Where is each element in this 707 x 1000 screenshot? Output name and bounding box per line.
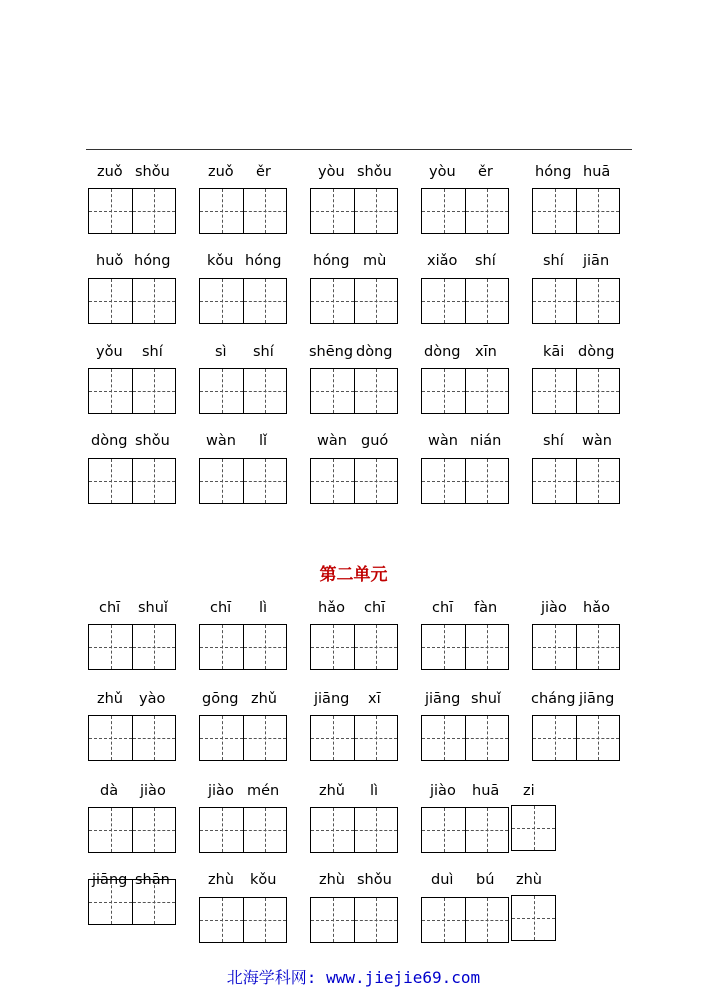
pinyin-syllable: shuǐ — [471, 691, 501, 707]
writing-cell[interactable] — [132, 189, 175, 233]
writing-grid[interactable] — [310, 458, 398, 504]
writing-cell[interactable] — [89, 189, 132, 233]
writing-grid[interactable] — [88, 807, 176, 853]
writing-cell[interactable] — [89, 459, 132, 503]
writing-cell[interactable] — [576, 459, 619, 503]
writing-cell[interactable] — [132, 279, 175, 323]
writing-cell[interactable] — [422, 625, 465, 669]
writing-cell[interactable] — [422, 808, 465, 852]
writing-cell[interactable] — [465, 625, 508, 669]
pinyin-syllable: hóng — [134, 253, 171, 269]
pinyin-syllable: sì — [215, 344, 227, 360]
pinyin-syllable: jiāng — [314, 691, 350, 707]
writing-grid[interactable] — [310, 897, 398, 943]
writing-cell[interactable] — [89, 880, 132, 924]
writing-cell[interactable] — [576, 189, 619, 233]
writing-cell[interactable] — [354, 459, 397, 503]
pinyin-syllable: zuǒ — [208, 164, 234, 180]
writing-grid[interactable] — [421, 807, 509, 853]
writing-grid[interactable] — [199, 715, 287, 761]
writing-cell[interactable] — [465, 716, 508, 760]
writing-grid[interactable] — [532, 458, 620, 504]
writing-cell[interactable] — [354, 716, 397, 760]
pinyin-syllable: bú — [476, 872, 495, 888]
pinyin-syllable: shǒu — [135, 164, 170, 180]
writing-cell[interactable] — [512, 806, 555, 850]
pinyin-syllable: shí — [543, 433, 564, 449]
pinyin-syllable: nián — [470, 433, 502, 449]
pinyin-syllable: dòng — [91, 433, 128, 449]
writing-cell[interactable] — [422, 369, 465, 413]
writing-cell[interactable] — [422, 189, 465, 233]
writing-cell[interactable] — [89, 369, 132, 413]
writing-grid[interactable] — [421, 715, 509, 761]
writing-grid[interactable] — [88, 368, 176, 414]
pinyin-syllable: zhǔ — [251, 691, 277, 707]
pinyin-syllable: chī — [432, 600, 454, 616]
pinyin-syllable: xīn — [475, 344, 497, 360]
writing-grid[interactable] — [199, 458, 287, 504]
writing-cell[interactable] — [465, 898, 508, 942]
writing-cell[interactable] — [311, 369, 354, 413]
pinyin-syllable: kǒu — [250, 872, 277, 888]
writing-cell[interactable] — [243, 716, 286, 760]
pinyin-syllable: wàn — [428, 433, 458, 449]
writing-cell[interactable] — [132, 880, 175, 924]
writing-cell[interactable] — [465, 189, 508, 233]
writing-cell[interactable] — [132, 625, 175, 669]
pinyin-syllable: jiào — [140, 783, 166, 799]
writing-cell[interactable] — [576, 369, 619, 413]
writing-cell[interactable] — [422, 459, 465, 503]
pinyin-syllable: jiāng — [579, 691, 615, 707]
writing-cell[interactable] — [533, 369, 576, 413]
pinyin-syllable: lǐ — [259, 433, 268, 449]
writing-grid[interactable] — [88, 188, 176, 234]
writing-cell[interactable] — [89, 279, 132, 323]
pinyin-syllable: jiào — [541, 600, 567, 616]
pinyin-syllable: jiào — [430, 783, 456, 799]
pinyin-syllable: ěr — [478, 164, 493, 180]
writing-cell[interactable] — [132, 369, 175, 413]
pinyin-syllable: hóng — [245, 253, 282, 269]
writing-grid[interactable] — [199, 278, 287, 324]
pinyin-syllable: shān — [135, 872, 170, 888]
pinyin-syllable: hóng — [313, 253, 350, 269]
writing-cell[interactable] — [533, 459, 576, 503]
writing-cell[interactable] — [89, 625, 132, 669]
pinyin-syllable: yào — [139, 691, 166, 707]
pinyin-syllable: lì — [370, 783, 379, 799]
writing-cell[interactable] — [243, 189, 286, 233]
pinyin-syllable: cháng — [531, 691, 576, 707]
pinyin-syllable: shǒu — [135, 433, 170, 449]
writing-grid[interactable] — [421, 458, 509, 504]
writing-cell[interactable] — [311, 459, 354, 503]
pinyin-syllable: hǎo — [583, 600, 610, 616]
pinyin-syllable: xī — [368, 691, 381, 707]
writing-cell[interactable] — [311, 189, 354, 233]
pinyin-syllable: jiào — [208, 783, 234, 799]
writing-cell[interactable] — [354, 898, 397, 942]
writing-cell[interactable] — [354, 279, 397, 323]
writing-grid[interactable] — [88, 278, 176, 324]
writing-grid[interactable] — [199, 368, 287, 414]
pinyin-syllable: wàn — [317, 433, 347, 449]
writing-cell[interactable] — [354, 625, 397, 669]
writing-cell[interactable] — [243, 808, 286, 852]
pinyin-syllable: huǒ — [96, 253, 124, 269]
writing-grid[interactable] — [88, 624, 176, 670]
writing-cell[interactable] — [311, 279, 354, 323]
pinyin-syllable: wàn — [206, 433, 236, 449]
writing-cell[interactable] — [200, 459, 243, 503]
writing-grid[interactable] — [532, 278, 620, 324]
writing-cell[interactable] — [354, 369, 397, 413]
pinyin-syllable: yòu — [429, 164, 456, 180]
pinyin-syllable: shēng — [309, 344, 354, 360]
writing-cell[interactable] — [422, 716, 465, 760]
pinyin-syllable: hǎo — [318, 600, 345, 616]
writing-grid[interactable] — [88, 715, 176, 761]
writing-grid[interactable] — [421, 188, 509, 234]
writing-cell[interactable] — [512, 896, 555, 940]
writing-cell[interactable] — [465, 808, 508, 852]
writing-cell[interactable] — [132, 808, 175, 852]
writing-grid[interactable] — [199, 807, 287, 853]
footer-website: 北海学科网: www.jiejie69.com — [226, 968, 481, 987]
pinyin-syllable: ěr — [256, 164, 271, 180]
writing-grid[interactable] — [532, 188, 620, 234]
pinyin-syllable: chī — [99, 600, 121, 616]
writing-cell[interactable] — [132, 459, 175, 503]
writing-grid[interactable] — [421, 897, 509, 943]
writing-cell[interactable] — [533, 189, 576, 233]
writing-grid[interactable] — [310, 188, 398, 234]
writing-cell[interactable] — [354, 808, 397, 852]
writing-cell[interactable] — [89, 808, 132, 852]
top-rule — [86, 149, 632, 150]
pinyin-syllable: shǒu — [357, 164, 392, 180]
pinyin-syllable: fàn — [474, 600, 498, 616]
pinyin-syllable: zuǒ — [97, 164, 123, 180]
pinyin-syllable: zhù — [516, 872, 542, 888]
pinyin-syllable: zhù — [208, 872, 234, 888]
writing-cell[interactable] — [311, 898, 354, 942]
writing-grid[interactable] — [310, 624, 398, 670]
writing-grid[interactable] — [421, 368, 509, 414]
writing-grid[interactable] — [88, 458, 176, 504]
writing-grid[interactable] — [421, 624, 509, 670]
writing-grid[interactable] — [199, 624, 287, 670]
pinyin-syllable: wàn — [582, 433, 612, 449]
pinyin-syllable: shí — [475, 253, 496, 269]
pinyin-syllable: jiāng — [92, 872, 128, 888]
pinyin-syllable: kǒu — [207, 253, 234, 269]
writing-cell[interactable] — [200, 279, 243, 323]
pinyin-syllable: kāi — [543, 344, 565, 360]
writing-grid[interactable] — [88, 879, 176, 925]
pinyin-syllable: shí — [142, 344, 163, 360]
pinyin-syllable: yǒu — [96, 344, 123, 360]
pinyin-syllable: mén — [247, 783, 280, 799]
writing-cell[interactable] — [533, 625, 576, 669]
writing-grid-extra[interactable] — [511, 805, 556, 851]
writing-grid[interactable] — [199, 188, 287, 234]
pinyin-syllable: dà — [100, 783, 119, 799]
pinyin-syllable: gōng — [202, 691, 239, 707]
writing-cell[interactable] — [200, 369, 243, 413]
writing-cell[interactable] — [533, 716, 576, 760]
pinyin-syllable: lì — [259, 600, 268, 616]
writing-cell[interactable] — [243, 459, 286, 503]
pinyin-syllable: zhǔ — [319, 783, 345, 799]
writing-cell[interactable] — [132, 716, 175, 760]
writing-cell[interactable] — [200, 716, 243, 760]
pinyin-syllable: huā — [583, 164, 611, 180]
writing-grid[interactable] — [310, 715, 398, 761]
writing-cell[interactable] — [200, 898, 243, 942]
pinyin-syllable: hóng — [535, 164, 572, 180]
pinyin-syllable: shí — [253, 344, 274, 360]
pinyin-syllable: zhù — [319, 872, 345, 888]
writing-cell[interactable] — [576, 279, 619, 323]
pinyin-syllable: guó — [361, 433, 389, 449]
writing-grid[interactable] — [532, 715, 620, 761]
writing-cell[interactable] — [311, 625, 354, 669]
writing-grid[interactable] — [199, 897, 287, 943]
writing-grid[interactable] — [310, 278, 398, 324]
writing-cell[interactable] — [243, 369, 286, 413]
writing-grid[interactable] — [421, 278, 509, 324]
writing-cell[interactable] — [89, 716, 132, 760]
writing-grid-extra[interactable] — [511, 895, 556, 941]
pinyin-syllable: dòng — [578, 344, 615, 360]
pinyin-syllable: dòng — [356, 344, 393, 360]
pinyin-syllable: duì — [431, 872, 454, 888]
pinyin-syllable: dòng — [424, 344, 461, 360]
writing-cell[interactable] — [200, 808, 243, 852]
pinyin-syllable: mù — [363, 253, 387, 269]
writing-cell[interactable] — [576, 716, 619, 760]
pinyin-syllable: jiān — [583, 253, 610, 269]
pinyin-syllable: huā — [472, 783, 500, 799]
pinyin-syllable: shǒu — [357, 872, 392, 888]
writing-cell[interactable] — [465, 279, 508, 323]
writing-cell[interactable] — [422, 898, 465, 942]
pinyin-syllable: yòu — [318, 164, 345, 180]
writing-cell[interactable] — [243, 625, 286, 669]
writing-cell[interactable] — [200, 625, 243, 669]
pinyin-syllable: zhǔ — [97, 691, 123, 707]
pinyin-syllable: shuǐ — [138, 600, 168, 616]
writing-cell[interactable] — [533, 279, 576, 323]
pinyin-syllable: xiǎo — [427, 253, 458, 269]
writing-cell[interactable] — [576, 625, 619, 669]
writing-cell[interactable] — [200, 189, 243, 233]
unit-2-heading: 第二单元 — [319, 565, 388, 585]
pinyin-syllable: jiāng — [425, 691, 461, 707]
writing-grid[interactable] — [532, 624, 620, 670]
writing-cell[interactable] — [311, 716, 354, 760]
pinyin-syllable: zi — [523, 783, 535, 799]
writing-cell[interactable] — [243, 279, 286, 323]
writing-cell[interactable] — [465, 369, 508, 413]
writing-cell[interactable] — [465, 459, 508, 503]
writing-cell[interactable] — [311, 808, 354, 852]
writing-grid[interactable] — [532, 368, 620, 414]
pinyin-syllable: chī — [364, 600, 386, 616]
writing-cell[interactable] — [354, 189, 397, 233]
writing-cell[interactable] — [422, 279, 465, 323]
pinyin-syllable: shí — [543, 253, 564, 269]
writing-grid[interactable] — [310, 807, 398, 853]
writing-cell[interactable] — [243, 898, 286, 942]
pinyin-syllable: chī — [210, 600, 232, 616]
writing-grid[interactable] — [310, 368, 398, 414]
